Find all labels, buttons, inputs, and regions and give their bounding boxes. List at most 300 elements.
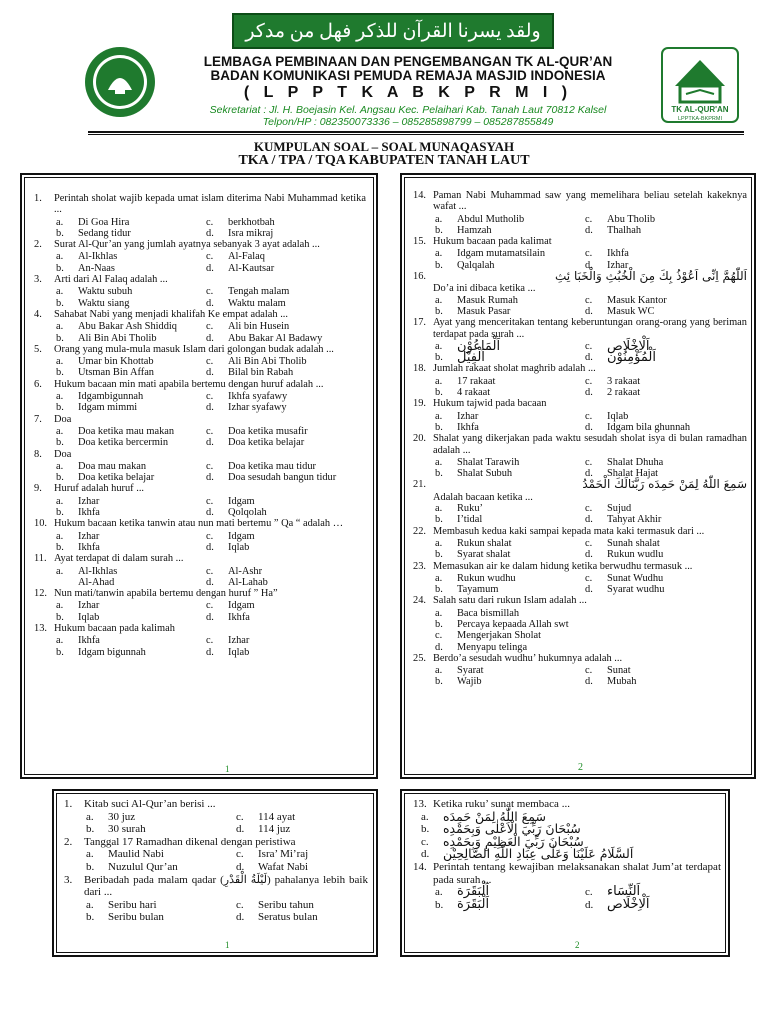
- option-letter: a.: [435, 456, 443, 468]
- option-text: Doa ketika musafir: [228, 425, 308, 437]
- answer-option: [435, 676, 585, 687]
- question-text: Hukum bacaan pada kalimat: [433, 236, 552, 248]
- document-subtitle: TKA / TPA / TQA KABUPATEN TANAH LAUT: [238, 153, 530, 168]
- option-text: Maulid Nabi: [108, 848, 164, 861]
- answer-option: [206, 542, 366, 553]
- answer-option: [585, 422, 747, 433]
- answer-option: [206, 472, 366, 483]
- question-number: 2.: [64, 835, 73, 848]
- option-text: Rukun shalat: [457, 537, 512, 549]
- question-text: Ayat yang menceritakan tentang keberuntungan orang-orang yang beriman terdapat pada surah ...: [433, 317, 747, 340]
- option-text: اَلْبَقَرَة: [457, 884, 490, 900]
- question-number: 19.: [413, 398, 426, 410]
- option-text: Doa mau makan: [78, 460, 147, 472]
- answer-option: [585, 387, 747, 398]
- option-text: اَلْفِيْل: [457, 350, 485, 366]
- answer-options: [34, 391, 366, 414]
- question-text: Beribadah pada malam qadar (لَيْلَةُ الْقَدْرِ) pahalanya lebih baik dari ...: [84, 873, 368, 899]
- option-letter: b.: [435, 898, 444, 911]
- option-letter: b.: [435, 468, 443, 480]
- answer-options: [413, 338, 747, 366]
- option-letter: c.: [206, 216, 214, 228]
- option-letter: a.: [435, 375, 443, 387]
- answer-option: [86, 811, 236, 824]
- question-number: 25.: [413, 652, 426, 664]
- option-text: 30 juz: [108, 810, 136, 823]
- option-text: Tahyat Akhir: [607, 514, 662, 526]
- answer-option: [585, 514, 747, 525]
- option-text: Umar bin Khottab: [78, 356, 154, 368]
- answer-options: [34, 496, 366, 519]
- option-letter: a.: [56, 251, 64, 263]
- answer-option: [56, 542, 206, 553]
- answer-option: [206, 286, 366, 297]
- answer-option: [435, 896, 585, 912]
- answer-options: [413, 214, 747, 237]
- option-text: اَلْبَقَرَة: [457, 896, 490, 912]
- option-letter: c.: [206, 286, 214, 298]
- answer-option: [206, 461, 366, 472]
- option-letter: a.: [86, 848, 94, 861]
- question: [34, 309, 366, 320]
- option-letter: c.: [236, 848, 244, 861]
- answer-option: [206, 600, 366, 611]
- answer-option: [56, 356, 206, 367]
- option-letter: c.: [585, 503, 593, 515]
- option-letter: a.: [56, 216, 64, 228]
- answer-option: [206, 217, 366, 228]
- option-letter: d.: [585, 305, 593, 317]
- option-letter: a.: [86, 810, 94, 823]
- answer-options: [413, 376, 747, 399]
- option-text: Abdul Mutholib: [457, 213, 525, 225]
- option-text: Izhar syafawy: [228, 402, 287, 414]
- answer-option: [206, 426, 366, 437]
- question-number: 6.: [34, 378, 42, 390]
- answer-options: [413, 248, 747, 271]
- option-letter: c.: [585, 456, 593, 468]
- answer-option: [56, 333, 206, 344]
- option-text: اَلْاِخْلَاص: [607, 896, 650, 912]
- answer-option: [585, 538, 747, 549]
- option-text: Idgambigunnah: [78, 391, 144, 403]
- option-letter: d.: [206, 402, 214, 414]
- question: [413, 433, 747, 456]
- answer-option: [56, 286, 206, 297]
- option-letter: c.: [421, 835, 429, 848]
- logo-caption-2: LPPTKA-BKPRMI: [677, 116, 723, 122]
- option-letter: d.: [236, 823, 245, 836]
- question: [413, 561, 747, 572]
- answer-option: [435, 549, 585, 560]
- option-text: 2 rakaat: [607, 387, 641, 399]
- answer-option: [206, 263, 366, 274]
- answer-option: [435, 608, 747, 619]
- option-text: Masuk Kantor: [607, 294, 667, 306]
- option-text: Syarat: [457, 665, 484, 677]
- answer-option: [56, 321, 206, 332]
- question: [413, 236, 747, 247]
- answer-option: [56, 647, 206, 658]
- option-text: Syarat wudhu: [607, 584, 665, 596]
- option-letter: b.: [56, 611, 64, 623]
- answer-options: [413, 573, 747, 596]
- question-number: 4.: [34, 308, 42, 320]
- question: [34, 379, 366, 390]
- answer-option: [435, 350, 585, 366]
- option-text: Ikhfa: [78, 507, 100, 519]
- option-letter: d.: [585, 676, 593, 688]
- header-banner: [232, 13, 554, 49]
- answer-option: [435, 248, 585, 259]
- answer-option: [206, 635, 366, 646]
- answer-option: [435, 468, 585, 479]
- question-text: Hukum tajwid pada bacaan: [433, 398, 547, 410]
- answer-option: [56, 263, 206, 274]
- page2-questions: [413, 190, 747, 688]
- question-text: Sahabat Nabi yang menjadi khalifah Ke empat adalah ...: [54, 308, 288, 320]
- option-letter: a.: [56, 356, 64, 368]
- option-text: Masuk Rumah: [457, 294, 518, 306]
- option-letter: d.: [585, 421, 593, 433]
- answer-option: [585, 886, 721, 899]
- option-text: Seribu tahun: [258, 898, 314, 911]
- option-text: Sunah shalat: [607, 537, 660, 549]
- page4-questions: [413, 798, 721, 911]
- answer-option: [206, 321, 366, 332]
- option-text: Doa ketika belajar: [228, 437, 305, 449]
- option-text: Masuk Pasar: [457, 305, 511, 317]
- question: [34, 344, 366, 355]
- org-line-2: BADAN KOMUNIKASI PEMUDA REMAJA MASJID INDONESIA: [210, 68, 606, 83]
- option-letter: d.: [585, 514, 593, 526]
- option-letter: d.: [206, 297, 214, 309]
- option-text: Waktu subuh: [78, 286, 133, 298]
- question-text: Ketika ruku’ sunat membaca ...: [433, 798, 570, 810]
- option-text: Isra’ Mi’raj: [258, 848, 309, 861]
- option-letter: a.: [56, 460, 64, 472]
- answer-options: [413, 295, 747, 318]
- question-number: 18.: [413, 363, 426, 375]
- answer-option: [206, 577, 366, 588]
- option-letter: c.: [435, 630, 443, 642]
- option-text: Tengah malam: [228, 286, 290, 298]
- option-letter: a.: [435, 572, 443, 584]
- option-letter: d.: [585, 387, 593, 399]
- answer-option: [435, 503, 585, 514]
- option-text: Tayamum: [457, 584, 499, 596]
- option-text: اَلْمَاعُوْن: [457, 338, 501, 354]
- answer-option: [56, 228, 206, 239]
- answer-option: [86, 911, 236, 924]
- question-number: 24.: [413, 595, 426, 607]
- option-letter: d.: [206, 367, 214, 379]
- option-text: 114 juz: [258, 823, 291, 836]
- question: [413, 526, 747, 537]
- option-text: Shalat Subuh: [457, 468, 513, 480]
- option-letter: c.: [585, 410, 593, 422]
- option-letter: b.: [435, 676, 443, 688]
- answer-option: [56, 217, 206, 228]
- question-text: Hukum bacaan ketika tanwin atau nun mati bertemu ” Qa “ adalah …: [54, 518, 344, 530]
- question-number: 14.: [413, 860, 427, 873]
- option-letter: a.: [435, 248, 443, 260]
- option-letter: d.: [206, 646, 214, 658]
- option-text: سُبْحَانَ رَبِّيَ الْاَعْلٰى وَبِحَمْدِه: [443, 821, 581, 837]
- option-text: Iqlab: [607, 410, 629, 422]
- option-letter: b.: [435, 421, 443, 433]
- answer-option: [435, 376, 585, 387]
- answer-options: [34, 531, 366, 554]
- answer-option: [56, 566, 206, 577]
- question: [413, 317, 747, 340]
- option-text: Wajib: [457, 676, 482, 688]
- option-text: Doa ketika belajar: [78, 472, 155, 484]
- option-text: Doa sesudah bangun tidur: [228, 472, 337, 484]
- option-text: Idgam: [228, 530, 255, 542]
- answer-option: [236, 823, 368, 836]
- lpptka-logo-icon: [660, 46, 740, 124]
- question-number: 5.: [34, 343, 42, 355]
- question-number: 10.: [34, 518, 47, 530]
- answer-option: [435, 630, 747, 641]
- question-number: 3.: [64, 873, 73, 886]
- answer-option: [435, 306, 585, 317]
- option-text: Ikhfa: [78, 541, 100, 553]
- question: [413, 363, 747, 374]
- option-letter: a.: [435, 410, 443, 422]
- option-letter: c.: [206, 635, 214, 647]
- option-text: Shalat Dhuha: [607, 456, 664, 468]
- option-text: Abu Tholib: [607, 213, 656, 225]
- option-letter: a.: [435, 294, 443, 306]
- option-letter: b.: [56, 227, 64, 239]
- question: [34, 239, 366, 250]
- option-letter: d.: [585, 549, 593, 561]
- bkprmi-logo-icon: [84, 46, 156, 118]
- option-text: Bilal bin Rabah: [228, 367, 294, 379]
- option-letter: c.: [585, 572, 593, 584]
- answer-option: [206, 437, 366, 448]
- option-text: Iqlab: [228, 646, 250, 658]
- option-letter: a.: [56, 321, 64, 333]
- option-text: Rukun wudlu: [607, 549, 664, 561]
- option-letter: b.: [435, 305, 443, 317]
- answer-options: [34, 600, 366, 623]
- option-text: Thalhah: [607, 224, 642, 236]
- option-text: Waktu siang: [78, 297, 130, 309]
- answer-option: [56, 367, 206, 378]
- option-text: Sujud: [607, 503, 632, 515]
- option-letter: c.: [585, 340, 593, 352]
- answer-list: [413, 808, 721, 862]
- option-text: Waktu malam: [228, 297, 286, 309]
- answer-option: [585, 306, 747, 317]
- option-text: Al-Ashr: [228, 565, 263, 577]
- option-text: 30 surah: [108, 823, 146, 836]
- option-text: Sunat Wudhu: [607, 572, 664, 584]
- option-text: Idgam: [228, 495, 255, 507]
- question-text: Arti dari Al Falaq adalah ...: [54, 274, 168, 286]
- question-number: 2.: [34, 239, 42, 251]
- answer-option: [435, 538, 585, 549]
- answer-option: [56, 461, 206, 472]
- question: [34, 414, 366, 425]
- answer-option: [56, 251, 206, 262]
- answer-option: [585, 248, 747, 259]
- option-letter: d.: [206, 262, 214, 274]
- option-text: Utsman Bin Affan: [78, 367, 155, 379]
- option-text: Seribu bulan: [108, 911, 164, 924]
- option-text: Ikhfa syafawy: [228, 391, 288, 403]
- logo-caption-1: TK AL-QUR'AN: [671, 105, 729, 114]
- answer-option: [206, 507, 366, 518]
- option-text: Mengerjakan Sholat: [457, 630, 541, 642]
- question-number: 15.: [413, 236, 426, 248]
- question: [64, 874, 368, 899]
- answer-option: [206, 391, 366, 402]
- answer-option: [435, 619, 747, 630]
- option-letter: a.: [435, 665, 443, 677]
- answer-options: [64, 811, 368, 836]
- answer-options: [64, 899, 368, 924]
- option-text: Ali Bin Abi Tholib: [78, 332, 157, 344]
- question-number: 17.: [413, 317, 426, 329]
- option-letter: b.: [56, 472, 64, 484]
- question-text: Doa: [54, 448, 72, 460]
- option-letter: a.: [435, 537, 443, 549]
- answer-option: [56, 391, 206, 402]
- option-letter: d.: [206, 332, 214, 344]
- option-text: Al-Ahad: [78, 576, 115, 588]
- option-text: Doa ketika bercermin: [78, 437, 169, 449]
- option-letter: b.: [56, 646, 64, 658]
- answer-option: [86, 823, 236, 836]
- option-letter: a.: [435, 340, 443, 352]
- option-letter: b.: [56, 367, 64, 379]
- option-text: اَلسَّلَامُ عَلَيْنَا وَعَلٰى عِبَادِ اللّٰهِ الصَّالِحِيْن: [443, 846, 634, 862]
- option-text: Idgam: [228, 600, 255, 612]
- option-letter: d.: [206, 507, 214, 519]
- arabic-text: سَمِعَ اللّٰهُ لِمَنْ حَمِدَه رَبَّنَالَكَ الْحَمْدُ: [582, 477, 747, 492]
- answer-option: [585, 573, 747, 584]
- answer-option: [56, 496, 206, 507]
- answer-option: [56, 426, 206, 437]
- option-letter: b.: [86, 860, 95, 873]
- option-text: Seribu hari: [108, 898, 157, 911]
- question-text: Adalah bacaan ketika ...: [433, 491, 533, 503]
- answer-option: [435, 514, 585, 525]
- option-letter: c.: [585, 537, 593, 549]
- option-letter: a.: [421, 810, 429, 823]
- option-text: Ikhfa: [78, 635, 100, 647]
- option-letter: a.: [435, 503, 443, 515]
- option-text: Ali Bin Abi Tholib: [228, 356, 307, 368]
- option-letter: c.: [585, 886, 593, 899]
- option-letter: [56, 577, 78, 588]
- question-text: Paman Nabi Muhammad saw yang memelihara beliau setelah kakeknya wafat ...: [433, 190, 747, 213]
- option-text: Percaya kepaada Allah swt: [457, 618, 569, 630]
- answer-option: [206, 333, 366, 344]
- option-letter: c.: [585, 213, 593, 225]
- option-letter: d.: [585, 584, 593, 596]
- option-text: Al-Falaq: [228, 251, 265, 263]
- banner-text: ولقد يسرنا القرآن للذكر فهل من مدكر: [245, 20, 541, 42]
- answer-options: [413, 886, 721, 911]
- answer-option: [585, 549, 747, 560]
- answer-option: [206, 356, 366, 367]
- answer-option: [206, 228, 366, 239]
- org-line-1: LEMBAGA PEMBINAAN DAN PENGEMBANGAN TK AL-QUR’AN: [203, 54, 613, 69]
- option-letter: a.: [56, 530, 64, 542]
- option-text: Ikhfa: [457, 421, 479, 433]
- answer-option: [435, 411, 585, 422]
- question-number: 23.: [413, 560, 426, 572]
- option-text: Baca bismillah: [457, 607, 520, 619]
- option-text: Qolqolah: [228, 507, 267, 519]
- option-text: Sunat: [607, 665, 631, 677]
- option-letter: d.: [421, 848, 430, 861]
- option-text: Ali bin Husein: [228, 321, 290, 333]
- option-text: Ikhfa: [228, 611, 250, 623]
- option-text: Wafat Nabi: [258, 860, 309, 873]
- question-number: 7.: [34, 413, 42, 425]
- question: [34, 193, 366, 216]
- option-text: 4 rakaat: [457, 387, 491, 399]
- page1-questions: [34, 193, 366, 658]
- answer-option: [56, 298, 206, 309]
- option-letter: b.: [56, 541, 64, 553]
- option-letter: b.: [421, 823, 430, 836]
- answer-option: [206, 647, 366, 658]
- option-letter: d.: [206, 472, 214, 484]
- answer-options: [413, 503, 747, 526]
- option-letter: b.: [435, 514, 443, 526]
- option-text: اَلنِّسَاء: [607, 884, 641, 900]
- answer-option: [585, 214, 747, 225]
- question-number: 13.: [413, 798, 427, 810]
- option-text: Al-Ikhlas: [78, 251, 118, 263]
- question-number: 9.: [34, 483, 42, 495]
- option-text: Mubah: [607, 676, 637, 688]
- option-text: Shalat Tarawih: [457, 456, 520, 468]
- option-text: 114 ayat: [258, 810, 296, 823]
- answer-option: [585, 665, 747, 676]
- answer-option: [585, 376, 747, 387]
- option-letter: b.: [435, 259, 443, 271]
- option-text: اَلْاِخْلَاص: [607, 338, 650, 354]
- question-text: Surat Al-Qur’an yang jumlah ayatnya sebanyak 3 ayat adalah ...: [54, 239, 320, 251]
- option-text: Idgam bila ghunnah: [607, 421, 691, 433]
- answer-option: [206, 531, 366, 542]
- answer-option: [56, 402, 206, 413]
- header-divider-thin: [88, 134, 744, 135]
- answer-option: [56, 472, 206, 483]
- question-text: Hukum bacaan pada kalimah: [54, 622, 175, 634]
- option-letter: d.: [585, 352, 593, 364]
- option-text: Idgam bigunnah: [78, 646, 146, 658]
- answer-option: [56, 600, 206, 611]
- option-letter: d.: [435, 641, 443, 653]
- option-text: Al-Lahab: [228, 576, 268, 588]
- question-text: [433, 479, 747, 490]
- option-letter: b.: [56, 262, 64, 274]
- answer-option: [86, 861, 236, 874]
- question-text: Tanggal 17 Ramadhan dikenal dengan peristiwa: [84, 835, 296, 848]
- option-text: Sedang tidur: [78, 227, 131, 239]
- option-letter: c.: [206, 565, 214, 577]
- question-number: 3.: [34, 274, 42, 286]
